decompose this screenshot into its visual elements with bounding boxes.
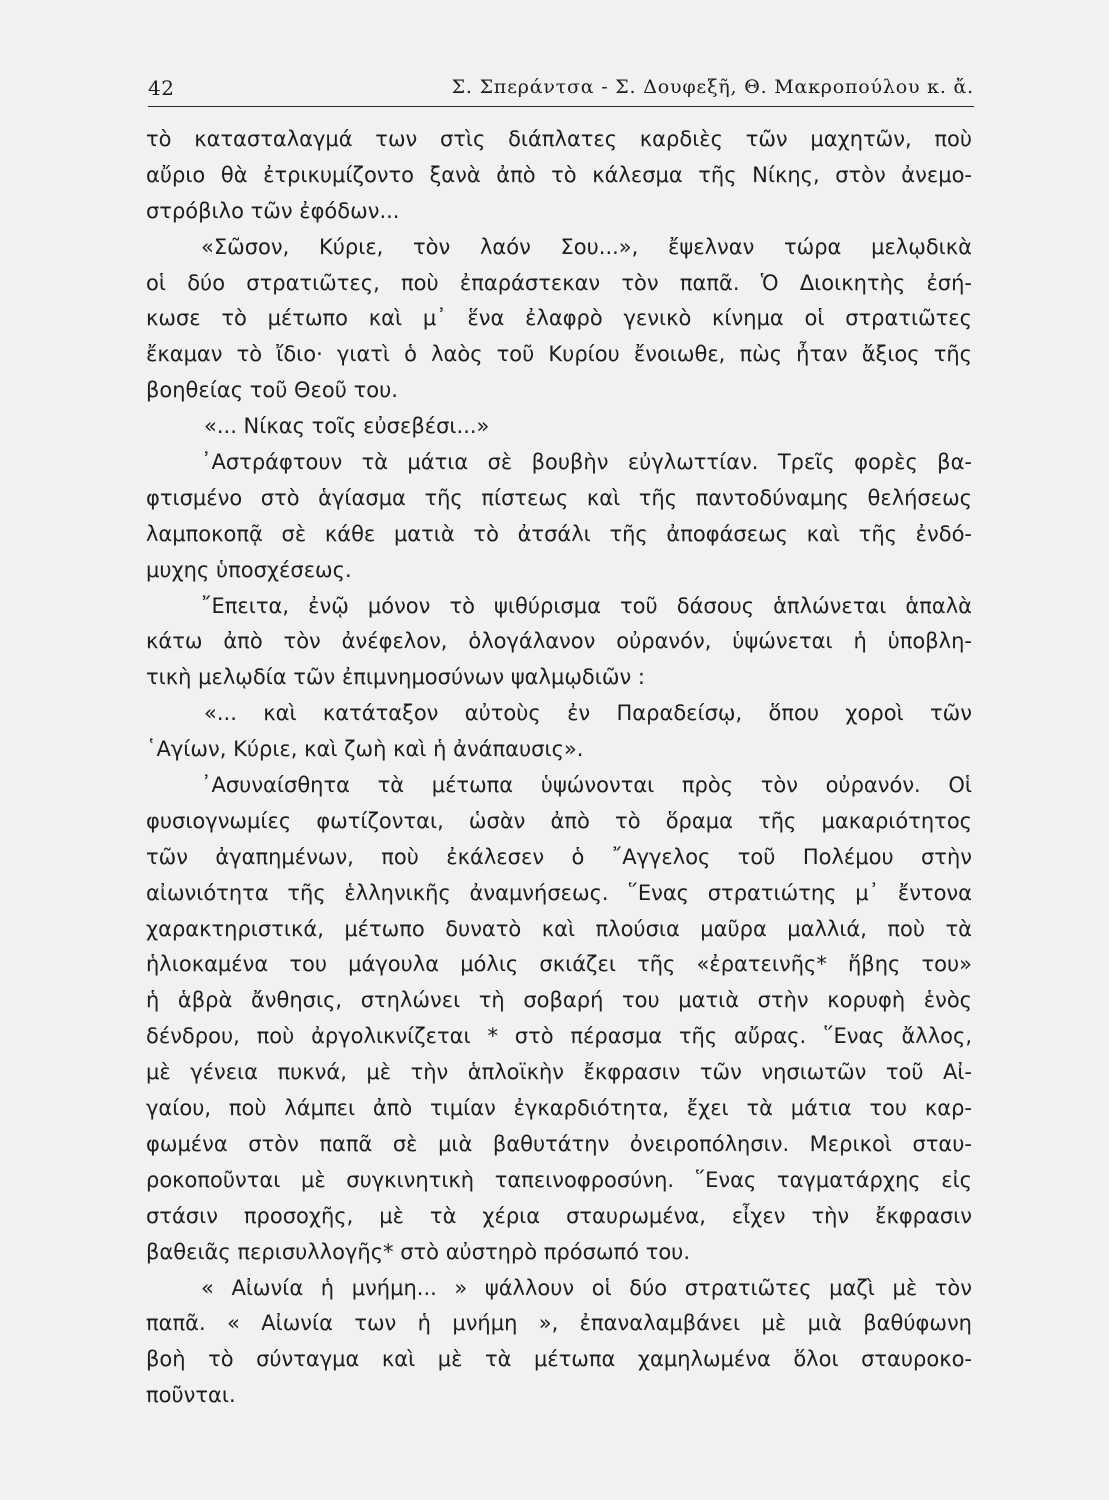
text-line: τὸ κατασταλαγμά των στὶς διάπλατες καρδιὲς τῶν μαχητῶν, ποὺ — [146, 127, 972, 151]
body-text — [146, 122, 972, 1414]
text-line: τῶν ἀγαπημένων, ποὺ ἐκάλεσεν ὁ ῎Αγγελος τοῦ Πολέμου στὴν — [146, 844, 972, 869]
text-line: ᾿Ασυναίσθητα τὰ μέτωπα ὑψώνονται πρὸς τὸν οὐρανόν. Οἱ — [201, 773, 972, 798]
text-line: στρόβιλο τῶν ἐφόδων... — [146, 198, 400, 223]
page-number: 42 — [148, 76, 175, 100]
text-line: αὔριο θὰ ἐτρικυμίζοντο ξανὰ ἀπὸ τὸ κάλεσμα τῆς Νίκης, στὸν ἀνεμο- — [146, 162, 972, 187]
text-line: « Αἰωνία ἡ μνήμη... » ψάλλουν οἱ δύο στρατιῶτες μαζὶ μὲ τὸν — [201, 1275, 972, 1300]
text-line: ἡ ἁβρὰ ἄνθησις, στηλώνει τὴ σοβαρή του ματιὰ στὴν κορυφὴ ἑνὸς — [146, 988, 972, 1013]
text-line: βοὴ τὸ σύνταγμα καὶ μὲ τὰ μέτωπα χαμηλωμένα ὅλοι σταυροκο- — [146, 1347, 972, 1372]
text-line: «... Νίκας τοῖς εὐσεβέσι...» — [204, 414, 490, 439]
text-line: δένδρου, ποὺ ἀργολικνίζεται * στὸ πέρασμα τῆς αὔρας. ῞Ενας ἄλλος, — [146, 1024, 972, 1049]
text-line: στάσιν προσοχῆς, μὲ τὰ χέρια σταυρωμένα, εἶχεν τὴν ἔκφρασιν — [146, 1203, 972, 1228]
text-line: χαρακτηριστικά, μέτωπο δυνατὸ καὶ πλούσια μαῦρα μαλλιά, ποὺ τὰ — [146, 916, 972, 941]
text-line: γαίου, ποὺ λάμπει ἀπὸ τιμίαν ἐγκαρδιότητα, ἔχει τὰ μάτια του καρ- — [146, 1096, 972, 1121]
text-line: «... καὶ κατάταξον αὐτοὺς ἐν Παραδείσῳ, ὅπου χοροὶ τῶν — [204, 701, 972, 726]
text-line: παπᾶ. « Αἰωνία των ἡ μνήμη », ἐπαναλαμβάνει μὲ μιὰ βαθύφωνη — [146, 1311, 972, 1336]
text-line: ἔκαμαν τὸ ἴδιο· γιατὶ ὁ λαὸς τοῦ Κυρίου ἔνοιωθε, πὼς ἦταν ἄξιος τῆς — [146, 342, 972, 367]
text-line: ροκοποῦνται μὲ συγκινητικὴ ταπεινοφροσύνη. ῞Ενας ταγματάρχης εἰς — [146, 1167, 972, 1192]
text-line: αἰωνιότητα τῆς ἑλληνικῆς ἀναμνήσεως. ῞Ενας στρατιώτης μ᾽ ἔντονα — [146, 880, 972, 905]
text-line: φυσιογνωμίες φωτίζονται, ὡσὰν ἀπὸ τὸ ὅραμα τῆς μακαριότητος — [146, 808, 972, 833]
text-line: ῾Αγίων, Κύριε, καὶ ζωὴ καὶ ἡ ἀνάπαυσις». — [146, 737, 584, 762]
text-line: μυχης ὑποσχέσεως. — [146, 557, 352, 582]
text-line: ἡλιοκαμένα του μάγουλα μόλις σκιάζει τῆς «ἐρατεινῆς* ἥβης του» — [146, 952, 972, 977]
text-line: βαθειᾶς περισυλλογῆς* στὸ αὐστηρὸ πρόσωπό του. — [146, 1239, 691, 1264]
text-line: βοηθείας τοῦ Θεοῦ του. — [146, 378, 398, 403]
text-line: κάτω ἀπὸ τὸν ἀνέφελον, ὁλογάλανον οὐρανόν, ὑψώνεται ἡ ὑποβλη- — [146, 629, 972, 654]
text-line: μὲ γένεια πυκνά, μὲ τὴν ἁπλοϊκὴν ἔκφρασιν τῶν νησιωτῶν τοῦ Αἰ- — [146, 1060, 972, 1085]
text-line: ποῦνται. — [146, 1383, 236, 1408]
text-line: λαμποκοπᾷ σὲ κάθε ματιὰ τὸ ἀτσάλι τῆς ἀποφάσεως καὶ τῆς ἐνδό- — [146, 521, 972, 546]
text-line: φτισμένο στὸ ἁγίασμα τῆς πίστεως καὶ τῆς παντοδύναμης θελήσεως — [146, 485, 972, 510]
text-line: οἱ δύο στρατιῶτες, ποὺ ἐπαράστεκαν τὸν παπᾶ. Ὁ Διοικητὴς ἐσή- — [146, 270, 972, 295]
text-line: ᾿Αστράφτουν τὰ μάτια σὲ βουβὴν εὐγλωττίαν. Τρεῖς φορὲς βα- — [201, 450, 972, 475]
running-head: Σ. Σπεράντσα - Σ. Δουφεξῆ, Θ. Μακροπούλου κ. ἄ. — [451, 76, 974, 98]
text-line: τικὴ μελῳδία τῶν ἐπιμνημοσύνων ψαλμῳδιῶν : — [146, 665, 645, 690]
text-line: κωσε τὸ μέτωπο καὶ μ᾽ ἕνα ἐλαφρὸ γενικὸ κίνημα οἱ στρατιῶτες — [146, 306, 972, 331]
text-line: φωμένα στὸν παπᾶ σὲ μιὰ βαθυτάτην ὀνειροπόλησιν. Μερικοὶ σταυ- — [146, 1131, 972, 1156]
text-line: ῎Επειτα, ἐνῷ μόνον τὸ ψιθύρισμα τοῦ δάσους ἁπλώνεται ἁπαλὰ — [201, 593, 972, 618]
page-header — [148, 72, 974, 107]
text-line: «Σῶσον, Κύριε, τὸν λαόν Σου...», ἔψελναν τώρα μελῳδικὰ — [201, 234, 972, 259]
